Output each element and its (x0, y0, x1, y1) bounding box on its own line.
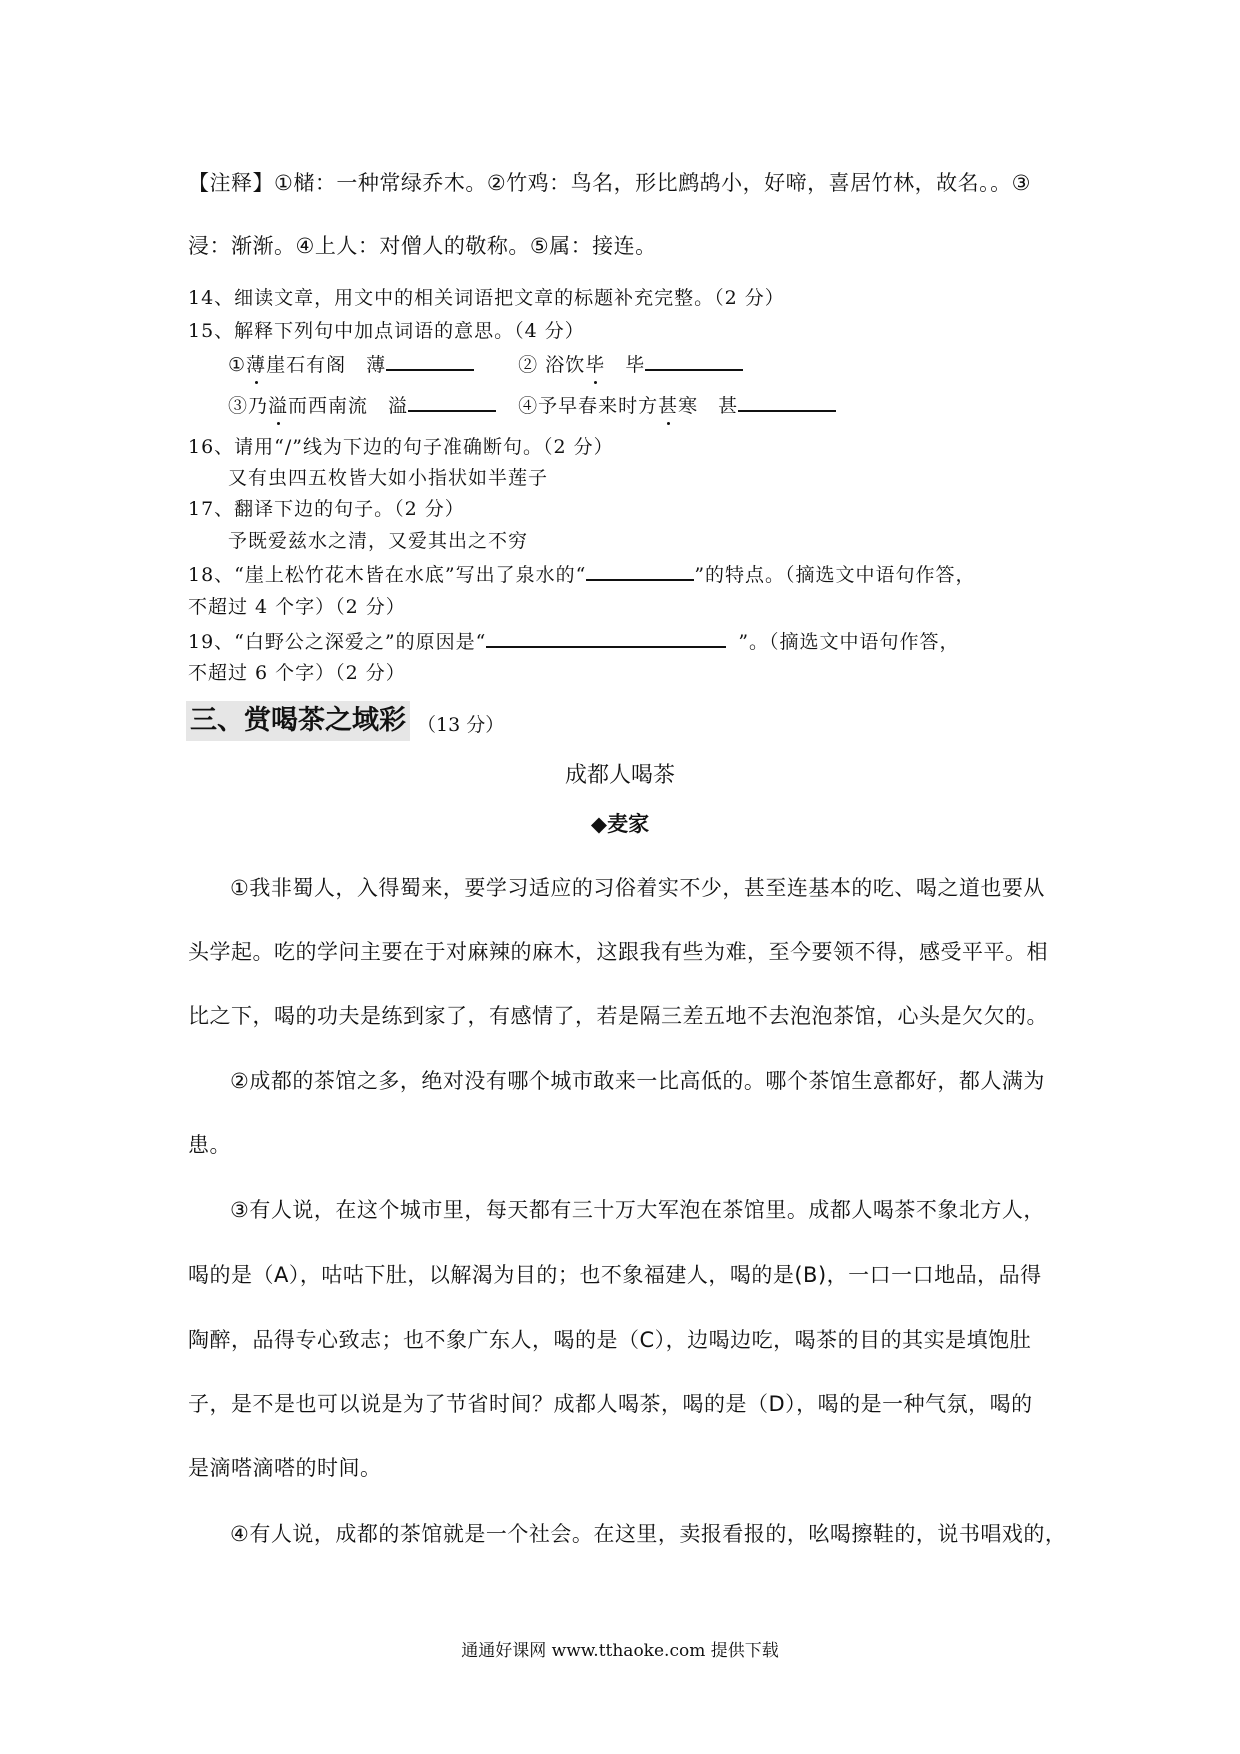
page-footer: 通通好课网 www.tthaoke.com 提供下载 (461, 1641, 779, 1661)
article-line: 患。 (188, 1133, 231, 1157)
q15-c-answer-blank[interactable] (408, 409, 496, 412)
question-18 (188, 560, 976, 587)
article-line: 头学起。吃的学问主要在于对麻辣的麻木，这跟我有些为难，至今要领不得，感受平平。相 (188, 940, 1048, 964)
article-line: 子，是不是也可以说是为了节省时间？成都人喝茶，喝的是（D），喝的是一种气氛，喝的 (188, 1392, 1033, 1416)
q19-prompt-tail: ”。（摘选文中语句作答， (738, 631, 960, 653)
q19-prompt: 19、“白野公之深爱之”的原因是“ (188, 631, 487, 653)
q15-a-prefix: ① (228, 354, 247, 376)
q15-b-dotted-word: 毕 (585, 350, 605, 377)
q15-b-suffix: 毕 (605, 354, 646, 376)
question-17-sentence: 予既爱兹水之清，又爱其出之不穷 (228, 530, 529, 552)
article-line: ①我非蜀人，入得蜀来，要学习适应的习俗着实不少，甚至连基本的吃、喝之道也要从 (230, 876, 1045, 900)
article-line: 喝的是（A），咕咕下肚，以解渴为目的；也不象福建人，喝的是(B)，一口一口地品，品得 (188, 1263, 1042, 1287)
q15-d-answer-blank[interactable] (738, 409, 836, 412)
question-15-row-2 (228, 391, 836, 418)
q15-a-answer-blank[interactable] (386, 368, 474, 371)
section-points: （13 分） (417, 714, 505, 736)
section-heading (186, 701, 410, 741)
q15-b-prefix: ② 浴饮 (518, 354, 586, 376)
q19-answer-blank[interactable] (486, 645, 726, 648)
annotation-line-1: 【注释】①槠：一种常绿乔木。②竹鸡：鸟名，形比鹧鸪小，好啼，喜居竹林，故名。。③ (188, 171, 1031, 195)
annotation-line-2: 浸：渐渐。④上人：对僧人的敬称。⑤属：接连。 (188, 234, 657, 258)
q15-c-dotted-word: 溢 (268, 391, 288, 418)
q18-prompt-tail: ”的特点。（摘选文中语句作答， (694, 564, 976, 586)
question-16: 16、请用“/”线为下边的句子准确断句。（2 分） (188, 436, 614, 458)
question-19-limit: 不超过 6 个字）（2 分） (188, 662, 406, 684)
article-title: 成都人喝茶 (564, 763, 675, 788)
article-line: 比之下，喝的功夫是练到家了，有感情了，若是隔三差五地不去泡泡茶馆，心头是欠欠的。 (188, 1004, 1048, 1028)
article-line: ②成都的茶馆之多，绝对没有哪个城市敢来一比高低的。哪个茶馆生意都好，都人满为 (230, 1069, 1045, 1093)
article-line: 陶醉，品得专心致志；也不象广东人，喝的是（C），边喝边吃，喝茶的目的其实是填饱肚 (188, 1328, 1032, 1352)
article-line: ③有人说，在这个城市里，每天都有三十万大军泡在茶馆里。成都人喝茶不象北方人， (230, 1198, 1045, 1222)
question-15: 15、解释下列句中加点词语的意思。（4 分） (188, 320, 585, 342)
q15-d-prefix: ④予早春来时方 (518, 395, 659, 417)
question-15-row-1 (228, 350, 743, 377)
section-title: 三、赏喝茶之域彩 (190, 705, 406, 736)
question-14: 14、细读文章，用文中的相关词语把文章的标题补充完整。（2 分） (188, 287, 785, 309)
q18-prompt: 18、“崖上松竹花木皆在水底”写出了泉水的“ (188, 564, 587, 586)
q15-c-prefix: ③乃 (228, 395, 269, 417)
article-author: ◆麦家 (590, 812, 650, 836)
article-line: 是滴嗒滴嗒的时间。 (188, 1456, 382, 1480)
article-line: ④有人说，成都的茶馆就是一个社会。在这里，卖报看报的，吆喝擦鞋的，说书唱戏的， (230, 1522, 1067, 1546)
q15-a-dotted-word: 薄 (246, 350, 266, 377)
q15-b-answer-blank[interactable] (645, 368, 743, 371)
question-16-sentence: 又有虫四五枚皆大如小指状如半莲子 (228, 467, 549, 489)
q18-answer-blank[interactable] (586, 578, 694, 581)
q15-d-dotted-word: 甚 (658, 391, 678, 418)
q15-c-suffix: 而西南流 溢 (288, 395, 409, 417)
question-18-limit: 不超过 4 个字）（2 分） (188, 596, 406, 618)
question-17: 17、翻译下边的句子。（2 分） (188, 498, 465, 520)
q15-a-suffix: 崖石有阁 薄 (266, 354, 387, 376)
question-19 (188, 627, 960, 654)
q15-d-suffix: 寒 甚 (678, 395, 739, 417)
